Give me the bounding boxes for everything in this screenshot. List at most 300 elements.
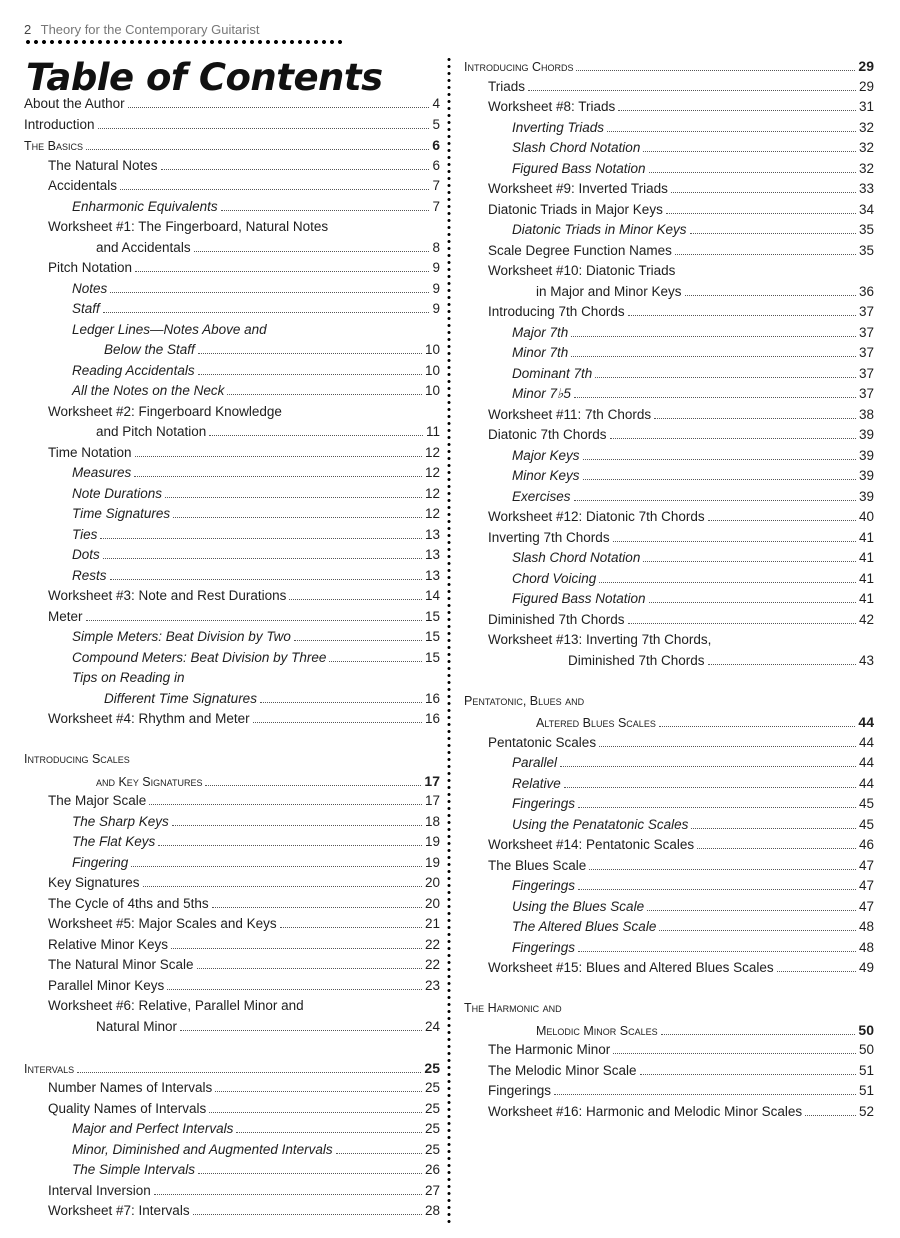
toc-entry-title: Below the Staff: [104, 342, 195, 357]
toc-entry[interactable]: [24, 199, 440, 220]
dot-leader: [149, 804, 422, 805]
dot-leader: [691, 828, 856, 829]
dot-leader: [110, 579, 422, 580]
toc-section-heading[interactable]: [464, 694, 874, 715]
toc-entry[interactable]: [464, 1104, 874, 1125]
toc-entry[interactable]: [464, 530, 874, 551]
toc-entry[interactable]: [24, 937, 440, 958]
toc-section-heading[interactable]: [24, 752, 440, 773]
toc-page-number: 48: [858, 939, 874, 955]
toc-entry-title: and Accidentals: [96, 239, 191, 255]
toc-page-number: 26: [424, 1162, 440, 1177]
toc-entry-title: Worksheet #1: The Fingerboard, Natural Notes: [48, 219, 329, 234]
toc-entry[interactable]: [24, 363, 440, 384]
toc-entry-title: The Basics: [24, 139, 83, 153]
dot-leader: [599, 746, 856, 747]
toc-entry[interactable]: [24, 96, 440, 117]
toc-entry[interactable]: [464, 99, 874, 120]
dot-leader: [628, 623, 856, 624]
dot-leader: [564, 787, 856, 788]
toc-entry-title: The Harmonic and: [464, 1001, 562, 1015]
toc-entry[interactable]: [24, 916, 440, 937]
dot-leader: [578, 807, 856, 808]
dot-leader: [336, 1153, 422, 1154]
toc-entry-title: Slash Chord Notation: [512, 550, 641, 565]
toc-entry[interactable]: [24, 691, 440, 712]
toc-entry-title: Worksheet #12: Diatonic 7th Chords: [488, 509, 705, 524]
toc-entry-title: Inverting Triads: [512, 119, 605, 135]
toc-entry-title: Major 7th: [512, 324, 569, 340]
toc-entry[interactable]: [464, 796, 874, 817]
dot-leader: [280, 927, 422, 928]
toc-entry[interactable]: [464, 386, 874, 407]
toc-entry[interactable]: [464, 817, 874, 838]
toc-entry[interactable]: [464, 243, 874, 264]
toc-page-number: 47: [858, 857, 874, 873]
toc-entry-title: Worksheet #11: 7th Chords: [488, 406, 652, 422]
toc-page-number: 13: [424, 526, 440, 542]
dot-leader: [659, 726, 856, 727]
toc-page-number: 50: [858, 1042, 874, 1057]
dot-leader: [583, 479, 856, 480]
toc-entry-title: The Flat Keys: [72, 834, 156, 849]
dot-leader: [180, 1030, 422, 1031]
toc-page-number: 9: [432, 280, 440, 296]
toc-entry[interactable]: [464, 591, 874, 612]
toc-entry[interactable]: [464, 489, 874, 510]
toc-entry[interactable]: [24, 1080, 440, 1101]
toc-entry-title: Diminished 7th Chords: [488, 611, 625, 627]
dot-leader: [685, 295, 856, 296]
dot-leader: [643, 151, 856, 152]
toc-page-number: 13: [424, 547, 440, 562]
toc-entry[interactable]: [24, 711, 440, 732]
toc-page-number: 7: [432, 178, 440, 193]
toc-entry-title: Measures: [72, 465, 132, 480]
toc-entry[interactable]: [24, 1101, 440, 1122]
toc-entry[interactable]: [24, 834, 440, 855]
toc-entry[interactable]: [464, 858, 874, 879]
dot-leader: [610, 438, 856, 439]
toc-entry[interactable]: [24, 855, 440, 876]
toc-entry[interactable]: [24, 260, 440, 281]
toc-left-column: [24, 96, 440, 1224]
toc-entry[interactable]: [24, 1162, 440, 1183]
toc-entry[interactable]: [464, 919, 874, 940]
toc-entry[interactable]: [464, 878, 874, 899]
dot-leader: [198, 1173, 422, 1174]
toc-entry-title: The Simple Intervals: [72, 1162, 196, 1177]
dot-leader: [643, 561, 856, 562]
dot-leader: [571, 356, 856, 357]
toc-entry-title: Fingerings: [512, 878, 576, 893]
toc-entry[interactable]: [464, 120, 874, 141]
toc-entry-title: Diatonic Triads in Minor Keys: [512, 222, 687, 237]
toc-entry-title: Using the Penatatonic Scales: [512, 816, 689, 832]
toc-entry-title: Quality Names of Intervals: [48, 1100, 207, 1116]
toc-entry-title: Figured Bass Notation: [512, 591, 646, 606]
dot-leader: [675, 254, 856, 255]
toc-entry[interactable]: [24, 1142, 440, 1163]
dot-leader: [154, 1194, 422, 1195]
toc-entry[interactable]: [464, 755, 874, 776]
toc-entry[interactable]: [24, 301, 440, 322]
toc-entry-title: Relative Minor Keys: [48, 936, 169, 952]
toc-entry[interactable]: [464, 263, 874, 284]
toc-entry[interactable]: [464, 222, 874, 243]
toc-page-number: 7: [432, 198, 440, 214]
dot-leader: [221, 210, 430, 211]
toc-page-number: 36: [858, 283, 874, 299]
toc-page-number: 42: [858, 611, 874, 627]
toc-entry-title: Interval Inversion: [48, 1182, 151, 1198]
toc-entry[interactable]: [464, 181, 874, 202]
toc-page-number: 51: [858, 1062, 874, 1078]
toc-page-number: 44: [858, 714, 874, 730]
toc-page-number: 40: [858, 509, 874, 524]
dot-leader: [103, 558, 422, 559]
toc-entry[interactable]: [24, 588, 440, 609]
toc-entry[interactable]: [464, 345, 874, 366]
toc-entry[interactable]: [464, 550, 874, 571]
toc-entry[interactable]: [24, 342, 440, 363]
toc-page-number: 32: [858, 119, 874, 135]
dot-leader: [628, 315, 856, 316]
toc-entry[interactable]: [464, 140, 874, 161]
toc-page-number: 49: [858, 960, 874, 975]
toc-page-number: 29: [858, 78, 874, 94]
toc-entry[interactable]: [24, 322, 440, 343]
toc-entry-title: Staff: [72, 301, 100, 316]
toc-entry-title: Worksheet #16: Harmonic and Melodic Minor Scales: [488, 1103, 803, 1119]
dot-leader: [574, 397, 856, 398]
toc-entry-title: Using the Blues Scale: [512, 898, 645, 914]
toc-page-number: 17: [424, 772, 440, 789]
toc-entry-title: All the Notes on the Neck: [72, 383, 225, 398]
toc-entry-title: Worksheet #6: Relative, Parallel Minor and: [48, 998, 304, 1013]
toc-entry-title: Major Keys: [512, 447, 580, 463]
toc-page-number: 15: [424, 608, 440, 624]
toc-entry-title: Pitch Notation: [48, 260, 133, 275]
toc-entry[interactable]: [464, 776, 874, 797]
toc-entry[interactable]: [24, 957, 440, 978]
toc-entry[interactable]: [24, 158, 440, 179]
toc-entry-title: Parallel Minor Keys: [48, 977, 165, 993]
toc-entry-title: About the Author: [24, 96, 125, 111]
page-number: 2: [24, 22, 32, 37]
toc-entry[interactable]: [24, 240, 440, 261]
toc-page-number: 12: [424, 485, 440, 501]
dot-leader: [135, 456, 422, 457]
toc-entry[interactable]: [464, 612, 874, 633]
toc-entry-title: Worksheet #14: Pentatonic Scales: [488, 837, 695, 852]
toc-entry[interactable]: [464, 653, 874, 674]
dot-leader: [574, 500, 856, 501]
toc-page-number: 10: [424, 362, 440, 378]
toc-entry[interactable]: [464, 448, 874, 469]
toc-entry-title: Figured Bass Notation: [512, 160, 646, 176]
toc-entry[interactable]: [464, 960, 874, 981]
toc-page-number: 41: [858, 570, 874, 586]
toc-page-number: 15: [424, 629, 440, 644]
toc-entry[interactable]: [24, 465, 440, 486]
toc-page-number: 41: [858, 529, 874, 545]
toc-entry[interactable]: [24, 998, 440, 1019]
toc-page-number: 45: [858, 796, 874, 811]
toc-entry-title: Major and Perfect Intervals: [72, 1121, 234, 1136]
toc-entry-title: Worksheet #2: Fingerboard Knowledge: [48, 403, 282, 419]
toc-page-number: 15: [424, 649, 440, 665]
dot-leader: [172, 825, 422, 826]
dot-leader: [143, 886, 422, 887]
toc-entry[interactable]: [24, 670, 440, 691]
toc-entry-title: The Altered Blues Scale: [512, 919, 657, 934]
toc-page-number: 16: [424, 690, 440, 706]
toc-entry-title: Key Signatures: [48, 875, 140, 890]
toc-entry[interactable]: [24, 527, 440, 548]
toc-section-heading[interactable]: [464, 58, 874, 79]
toc-entry[interactable]: [464, 509, 874, 530]
toc-entry-title: Compound Meters: Beat Division by Three: [72, 649, 327, 665]
toc-page-number: 37: [858, 304, 874, 319]
toc-page-number: 47: [858, 898, 874, 914]
toc-entry-title: Meter: [48, 608, 83, 624]
dot-leader: [708, 664, 856, 665]
dot-leader: [86, 620, 422, 621]
toc-entry[interactable]: [24, 609, 440, 630]
toc-entry-title: Reading Accidentals: [72, 362, 195, 378]
toc-page-number: 52: [858, 1103, 874, 1119]
dot-leader: [205, 785, 421, 786]
toc-spacer: [24, 732, 440, 753]
toc-page-number: 12: [424, 465, 440, 480]
toc-entry-title: Parallel: [512, 755, 558, 770]
dot-leader: [131, 866, 422, 867]
toc-page-number: 39: [858, 488, 874, 504]
toc-entry-title: Worksheet #3: Note and Rest Durations: [48, 588, 287, 603]
dot-leader: [654, 418, 856, 419]
toc-entry-title: Worksheet #5: Major Scales and Keys: [48, 916, 277, 931]
dot-leader: [697, 848, 856, 849]
toc-page-number: 37: [858, 324, 874, 340]
toc-entry-title: The Blues Scale: [488, 857, 587, 873]
dot-leader: [215, 1091, 422, 1092]
dot-leader: [198, 374, 422, 375]
toc-page-number: 44: [858, 734, 874, 750]
toc-entry-title: Diatonic Triads in Major Keys: [488, 201, 663, 217]
toc-page-number: 34: [858, 201, 874, 217]
toc-entry[interactable]: [24, 547, 440, 568]
toc-entry-title: Tips on Reading in: [72, 670, 185, 685]
dot-leader: [589, 869, 856, 870]
toc-section-heading[interactable]: [24, 773, 440, 794]
toc-entry-title: Triads: [488, 78, 526, 94]
toc-page-number: 23: [424, 977, 440, 993]
dot-leader: [165, 497, 422, 498]
dot-leader: [777, 971, 856, 972]
toc-page-number: 20: [424, 895, 440, 911]
toc-entry-title: Time Notation: [48, 444, 132, 460]
toc-entry-title: and Key Signatures: [96, 774, 203, 789]
toc-page-number: 35: [858, 242, 874, 258]
toc-entry[interactable]: [24, 629, 440, 650]
toc-entry-title: Enharmonic Equivalents: [72, 198, 218, 214]
toc-entry[interactable]: [464, 735, 874, 756]
toc-page-number: 14: [424, 588, 440, 603]
toc-page-number: 39: [858, 427, 874, 442]
toc-entry[interactable]: [464, 837, 874, 858]
toc-entry-title: Slash Chord Notation: [512, 140, 641, 155]
toc-page-number: 9: [432, 301, 440, 316]
toc-entry[interactable]: [24, 978, 440, 999]
toc-entry-title: Rests: [72, 567, 107, 583]
toc-section-heading[interactable]: [464, 714, 874, 735]
toc-page-number: 6: [432, 157, 440, 173]
toc-page-number: 21: [424, 916, 440, 931]
dot-leader: [171, 948, 422, 949]
dot-leader: [209, 435, 423, 436]
toc-entry[interactable]: [24, 117, 440, 138]
toc-entry-title: The Harmonic Minor: [488, 1042, 611, 1057]
toc-entry[interactable]: [464, 468, 874, 489]
toc-entry-title: Introduction: [24, 116, 95, 132]
dot-leader: [212, 907, 422, 908]
toc-entry[interactable]: [464, 407, 874, 428]
column-divider: [446, 56, 452, 1226]
dot-leader: [194, 251, 430, 252]
toc-entry[interactable]: [24, 793, 440, 814]
toc-page-number: 32: [858, 140, 874, 155]
toc-entry-title: Relative: [512, 775, 561, 791]
toc-entry[interactable]: [24, 1203, 440, 1224]
toc-entry[interactable]: [24, 281, 440, 302]
toc-entry[interactable]: [464, 632, 874, 653]
toc-entry-title: Worksheet #15: Blues and Altered Blues Scales: [488, 960, 774, 975]
dot-leader: [571, 336, 856, 337]
toc-right-column: [464, 58, 874, 1124]
dot-leader: [110, 292, 429, 293]
dot-leader: [805, 1115, 856, 1116]
toc-entry[interactable]: [24, 219, 440, 240]
dot-leader: [666, 213, 856, 214]
toc-entry[interactable]: [464, 427, 874, 448]
dot-leader: [647, 910, 856, 911]
toc-entry-title: Dominant 7th: [512, 365, 593, 381]
toc-entry-title: Fingering: [72, 854, 129, 870]
toc-entry-title: The Sharp Keys: [72, 813, 169, 829]
toc-entry[interactable]: [24, 814, 440, 835]
dot-leader: [253, 722, 422, 723]
toc-section-heading[interactable]: [464, 1022, 874, 1043]
toc-entry[interactable]: [464, 899, 874, 920]
toc-spacer: [24, 1039, 440, 1060]
toc-entry[interactable]: [464, 1083, 874, 1104]
toc-page-number: 6: [432, 137, 440, 153]
toc-entry-title: Melodic Minor Scales: [536, 1023, 658, 1038]
dot-leader: [158, 845, 422, 846]
toc-section-heading[interactable]: [24, 137, 440, 158]
dot-leader: [135, 271, 429, 272]
toc-page-number: 51: [858, 1083, 874, 1098]
toc-entry[interactable]: [24, 1121, 440, 1142]
toc-entry[interactable]: [24, 486, 440, 507]
toc-entry[interactable]: [24, 1019, 440, 1040]
toc-entry[interactable]: [464, 571, 874, 592]
toc-page-number: 48: [858, 919, 874, 934]
toc-section-heading[interactable]: [24, 1060, 440, 1081]
toc-page-number: 18: [424, 813, 440, 829]
toc-entry[interactable]: [24, 424, 440, 445]
toc-entry[interactable]: [24, 383, 440, 404]
toc-entry[interactable]: [464, 284, 874, 305]
toc-page-number: 37: [858, 365, 874, 381]
toc-page-number: 17: [424, 793, 440, 808]
dot-leader: [103, 312, 430, 313]
toc-entry[interactable]: [24, 506, 440, 527]
toc-entry[interactable]: [24, 875, 440, 896]
toc-entry[interactable]: [24, 650, 440, 671]
toc-entry[interactable]: [464, 1063, 874, 1084]
dot-leader: [98, 128, 430, 129]
toc-entry-title: Natural Minor: [96, 1018, 178, 1034]
dot-leader: [583, 459, 856, 460]
dot-leader: [329, 661, 422, 662]
toc-page-number: 37: [858, 345, 874, 360]
dot-leader: [86, 149, 429, 150]
toc-page-number: 47: [858, 878, 874, 893]
dot-leader: [671, 192, 856, 193]
toc-entry[interactable]: [24, 568, 440, 589]
toc-entry[interactable]: [24, 178, 440, 199]
toc-entry-title: The Natural Notes: [48, 157, 158, 173]
toc-entry[interactable]: [464, 1042, 874, 1063]
toc-entry-title: Inverting 7th Chords: [488, 529, 610, 545]
dot-leader: [120, 189, 429, 190]
toc-entry[interactable]: [464, 366, 874, 387]
dot-leader: [578, 889, 856, 890]
toc-entry-title: Fingerings: [512, 796, 576, 811]
toc-entry-title: Introducing Scales: [24, 752, 130, 766]
toc-entry-title: Worksheet #13: Inverting 7th Chords,: [488, 632, 712, 647]
dot-leader: [599, 582, 856, 583]
toc-entry[interactable]: [464, 202, 874, 223]
toc-section-heading[interactable]: [464, 1001, 874, 1022]
toc-page-number: 8: [432, 239, 440, 255]
toc-entry[interactable]: [464, 161, 874, 182]
page-title: Table of Contents: [26, 56, 383, 99]
dot-leader: [554, 1094, 856, 1095]
toc-page-number: 45: [858, 816, 874, 832]
toc-entry[interactable]: [24, 896, 440, 917]
dot-leader: [227, 394, 422, 395]
toc-entry[interactable]: [464, 940, 874, 961]
dot-leader: [209, 1112, 422, 1113]
toc-entry-title: Number Names of Intervals: [48, 1080, 213, 1095]
toc-entry[interactable]: [24, 1183, 440, 1204]
toc-page-number: 41: [858, 550, 874, 565]
toc-page-number: 29: [858, 58, 874, 74]
toc-page-number: 20: [424, 875, 440, 890]
dot-leader: [193, 1214, 422, 1215]
toc-entry[interactable]: [24, 445, 440, 466]
toc-entry[interactable]: [464, 304, 874, 325]
toc-entry[interactable]: [24, 404, 440, 425]
dot-leader: [528, 90, 856, 91]
toc-entry[interactable]: [464, 79, 874, 100]
dot-leader: [260, 702, 422, 703]
toc-page-number: 31: [858, 99, 874, 114]
toc-entry[interactable]: [464, 325, 874, 346]
